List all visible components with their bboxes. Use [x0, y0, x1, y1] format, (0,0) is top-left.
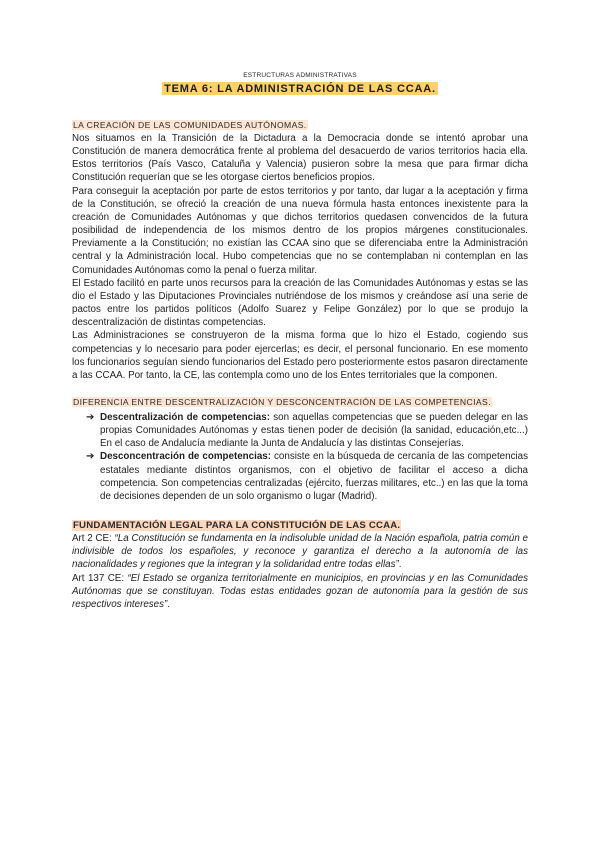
article-quote: “La Constitución se fundamenta en la indisoluble unidad de la Nación española, patria común e indivisible de todos los españoles, y reconoce y garantiza el derecho a la autonomía de las nacionalidades y regiones que la integran y la solidaridad entre todas ellas”: [72, 533, 529, 571]
article-paragraph: [72, 572, 528, 611]
list-item: [86, 450, 528, 503]
page-title: [72, 82, 528, 95]
article-end: .: [398, 559, 402, 571]
competence-list: [72, 411, 528, 503]
article-paragraph: [72, 532, 528, 571]
article-end: .: [167, 598, 171, 610]
section-heading-creation: [72, 117, 528, 132]
paragraph: Las Administraciones se construyeron de la misma forma que lo hizo el Estado, cogiendo sus competencias y lo necesario para poder ejercerlas; es decir, el personal funcionario. En ese momento los funcionarios seguían siendo funcionarios del Estado pero posteriormente estos pasaron directamente a las CCAA. Por tanto, la CE, las contempla como uno de los Entes territoriales que la componen.: [72, 330, 528, 381]
subject-header: ESTRUCTURAS ADMINISTRATIVAS: [243, 72, 357, 79]
paragraph: El Estado facilitó en parte unos recursos para la creación de las Comunidades Autónomas y estas se las dio el Estado y las Diputaciones Provinciales nutriéndose de los mismos y creándose así una serie de pactos entre los partidos políticos (Adolfo Suarez y Felipe González) por lo que se produjo la descentralización de distintas competencias.: [72, 277, 528, 329]
page-title-text: TEMA 6: LA ADMINISTRACIÓN DE LAS CCAA.: [164, 83, 436, 95]
list-item: [86, 411, 528, 450]
list-item-term: Descentralización de competencias:: [100, 411, 270, 423]
article-label: Art 2 CE:: [72, 533, 115, 545]
paragraph: Para conseguir la aceptación por parte de estos territorios y por tanto, dar lugar a la aceptación y firma de la Constitución, se ofreció la creación de una nueva fórmula hasta entonces inexistente para la creación de Comunidades Autónomas y que dichos territorios quedasen convencidos de la futura posibilidad de independencia de los mismos dentro de los propios márgenes constitucionales. Previamente a la Constitución; no existían las CCAA sino que se diferenciaba entre la Administración central y la Administración local. Hubo competencias que no se contemplaban ni contemplan en las Comunidades Autónomas como la penal o fuerza militar.: [72, 185, 528, 276]
arrow-right-icon: ➔: [86, 411, 95, 423]
section-heading-legal-text: FUNDAMENTACIÓN LEGAL PARA LA CONSTITUCIÓN DE LAS CCAA.: [73, 520, 401, 532]
list-item-text: son aquellas competencias que se pueden delegar en las propias Comunidades Autónomas y estas tienen poder de decisión (la sanidad, educación,etc...) En el caso de Andalucía mediante la Junta de Andalucía y las distintas Consejerías.: [100, 411, 528, 450]
section-heading-creation-text: LA CREACIÓN DE LAS COMUNIDADES AUTÓNOMAS.: [73, 120, 307, 130]
article-label: Art 137 CE:: [72, 572, 128, 584]
section-heading-difference-text: DIFERENCIA ENTRE DESCENTRALIZACIÓN Y DESCONCENTRACIÓN DE LAS COMPETENCIAS.: [73, 396, 491, 407]
section-heading-difference: [72, 394, 528, 409]
arrow-right-icon: ➔: [86, 451, 95, 463]
section-heading-legal: [72, 517, 528, 532]
list-item-term: Desconcentración de competencias:: [100, 451, 272, 463]
list-item-text: consiste en la búsqueda de cercanía de las competencias estatales mediante distintos organismos, con el objetivo de facilitar el acceso a dicha competencia. Son competencias centralizadas (ejército, fuerzas militares, etc..) en las que la toma de decisiones dependen de un solo organismo o lugar (Madrid).: [100, 451, 528, 502]
article-quote: “El Estado se organiza territorialmente en municipios, en provincias y en las Comunidades Autónomas que se constituyan. Todas estas entidades gozan de autonomía para la gestión de sus respectivos intereses”: [72, 572, 528, 610]
paragraph: Nos situamos en la Transición de la Dictadura a la Democracia donde se intentó aprobar una Constitución de manera democrática frente al problema del desacuerdo de varios territorios hacia ella. Estos territorios (País Vasco, Cataluña y Valencia) pusieron sobre la mesa que para firmar dicha Constitución requerían que se les otorgase ciertos beneficios propios.: [72, 133, 528, 184]
